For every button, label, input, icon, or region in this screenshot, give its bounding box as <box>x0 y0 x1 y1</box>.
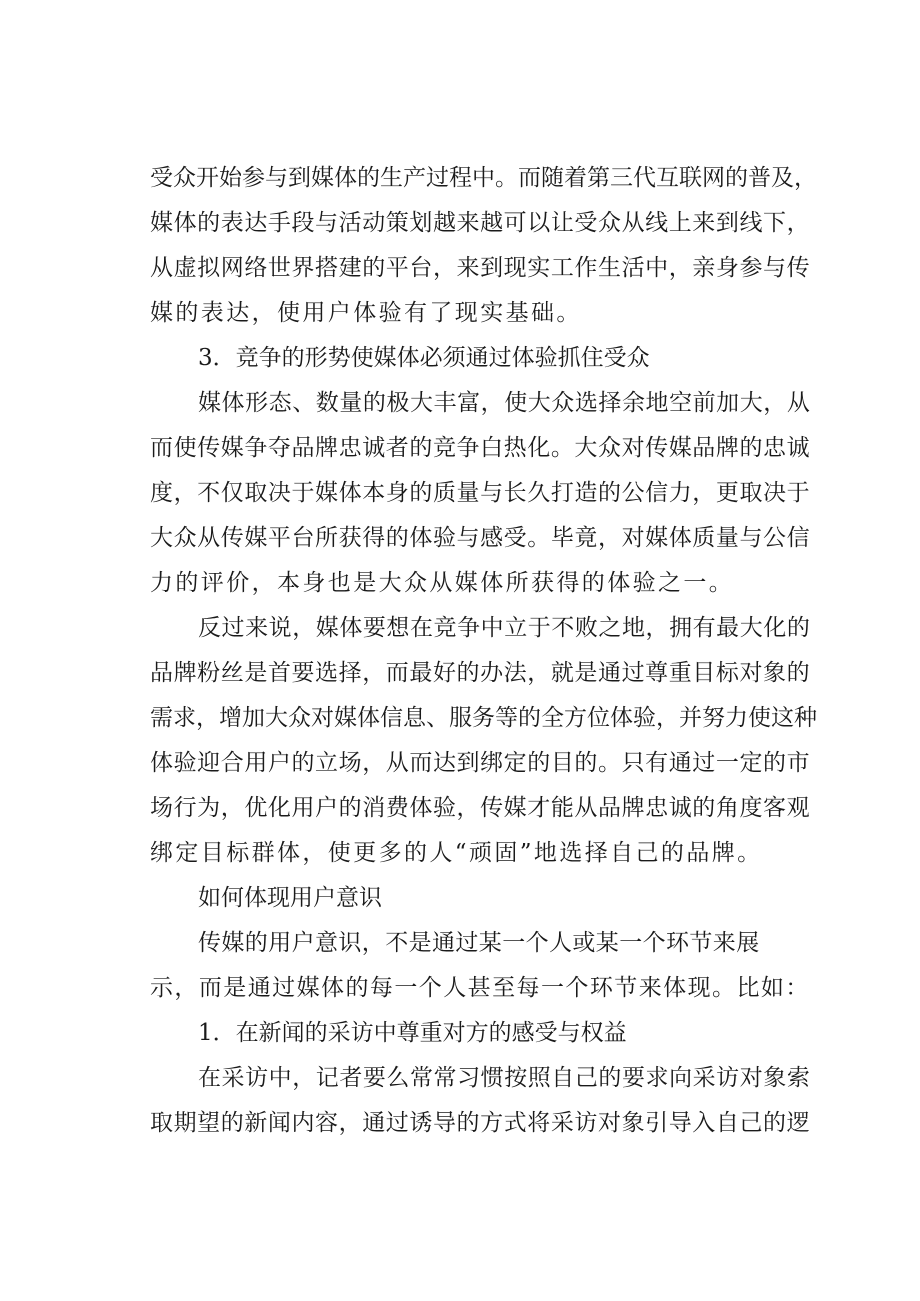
text-line: 力的评价，本身也是大众从媒体所获得的体验之一。 <box>150 570 735 596</box>
text-line: 需求，增加大众对媒体信息、服务等的全方位体验，并努力使这种 <box>150 705 817 731</box>
text-line: 媒体的表达手段与活动策划越来越可以让受众从线上来到线下， <box>150 210 811 236</box>
text-line: 从虚拟网络世界搭建的平台，来到现实工作生活中，亲身参与传 <box>150 255 811 281</box>
text-line: 场行为，优化用户的消费体验，传媒才能从品牌忠诚的角度客观 <box>150 795 811 821</box>
section-heading: 如何体现用户意识 <box>198 885 382 911</box>
text-line: 度，不仅取决于媒体本身的质量与长久打造的公信力，更取决于 <box>150 480 811 506</box>
text-line: 媒体形态、数量的极大丰富，使大众选择余地空前加大，从 <box>198 390 811 416</box>
text-line: 而使传媒争夺品牌忠诚者的竞争白热化。大众对传媒品牌的忠诚 <box>150 435 811 461</box>
text-line: 体验迎合用户的立场，从而达到绑定的目的。只有通过一定的市 <box>150 750 811 776</box>
text-line: 反过来说，媒体要想在竞争中立于不败之地，拥有最大化的 <box>198 615 811 641</box>
text-line: 受众开始参与到媒体的生产过程中。而随着第三代互联网的普及， <box>150 165 817 191</box>
text-line: 传媒的用户意识，不是通过某一个人或某一个环节来展 <box>198 930 760 956</box>
text-line: 大众从传媒平台所获得的体验与感受。毕竟，对媒体质量与公信 <box>150 525 811 551</box>
text-line: 示，而是通过媒体的每一个人甚至每一个环节来体现。比如： <box>150 975 810 1001</box>
section-heading: 1．在新闻的采访中尊重对方的感受与权益 <box>198 1020 627 1046</box>
text-line: 绑定目标群体，使更多的人“顽固”地选择自己的品牌。 <box>150 840 763 866</box>
text-line: 取期望的新闻内容，通过诱导的方式将采访对象引导入自己的逻 <box>150 1110 811 1136</box>
text-line: 在采访中，记者要么常常习惯按照自己的要求向采访对象索 <box>198 1065 811 1091</box>
text-line: 品牌粉丝是首要选择，而最好的办法，就是通过尊重目标对象的 <box>150 660 811 686</box>
section-heading: 3．竞争的形势使媒体必须通过体验抓住受众 <box>198 345 650 371</box>
text-line: 媒的表达，使用户体验有了现实基础。 <box>150 300 582 326</box>
